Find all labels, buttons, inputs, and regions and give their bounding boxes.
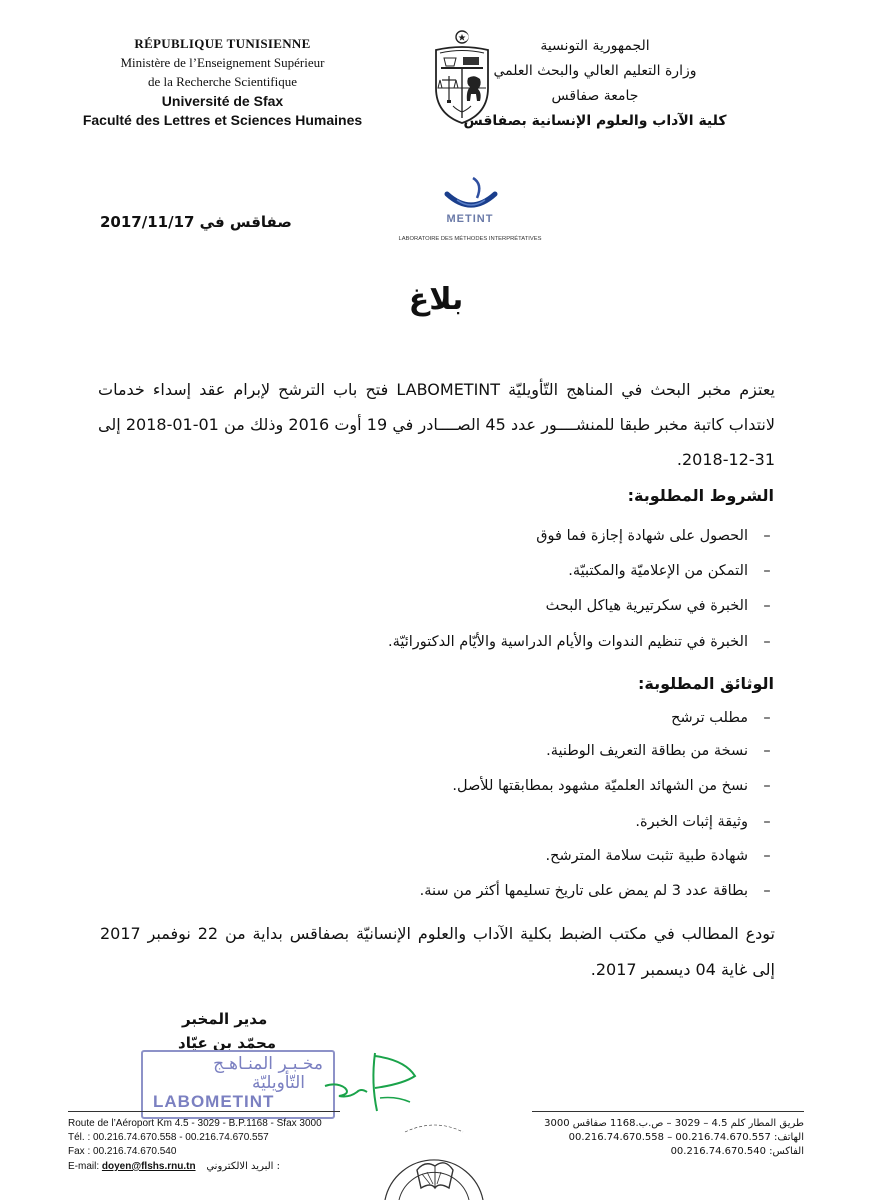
list-bullet: –: [763, 598, 771, 614]
header-ar-ministry: وزارة التعليم العالي والبحث العلمي: [493, 63, 697, 79]
footer-email-row: [68, 1160, 322, 1174]
footer-fr-fax: Fax : 00.216.74.670.540: [68, 1146, 177, 1158]
footer-email-label-ar: البريد الالكتروني :: [206, 1160, 281, 1172]
signatory-name: محمّد بن عيّاد: [178, 1034, 277, 1052]
header-fr-republic: RÉPUBLIQUE TUNISIENNE: [134, 36, 311, 51]
list-item: [420, 883, 774, 899]
list-item: [546, 848, 775, 864]
list-bullet: –: [763, 634, 771, 650]
document-text: وثيقة إثبات الخبرة.: [635, 814, 748, 830]
footer-ar-address: طريق المطار كلم 4.5 – 3029 – ص.ب.1168 صفاقس 3000: [544, 1118, 804, 1129]
condition-text: الخبرة في تنظيم الندوات والأيام الدراسية والأيّام الدكتورائيّة.: [387, 634, 748, 650]
header-fr-faculty: Faculté des Lettres et Sciences Humaines: [82, 112, 363, 128]
lab-logo-subtitle: LABORATOIRE DES MÉTHODES INTERPRÉTATIVES: [398, 236, 542, 242]
documents-heading: الوثائق المطلوبة:: [637, 674, 774, 693]
header-fr-ministry: Ministère de l’Enseignement Supérieur: [120, 55, 325, 70]
stamp-line-2: التّأويليّة: [251, 1073, 305, 1093]
footer-arabic: [524, 1117, 804, 1160]
header-ar-faculty: كلية الآداب والعلوم الإنسانية بصفاقس: [463, 113, 727, 129]
footer-divider-left: [68, 1111, 340, 1112]
header-ar-republic: الجمهورية التونسية: [540, 38, 650, 54]
footer-ar-fax: الفاكس: 00.216.74.670.540: [670, 1146, 804, 1158]
list-bullet: –: [763, 814, 771, 830]
condition-text: الحصول على شهادة إجازة فما فوق: [536, 528, 748, 544]
footer-french: [68, 1117, 322, 1174]
document-text: مطلب ترشح: [671, 710, 748, 726]
list-item: [546, 598, 774, 614]
stamp-line-1: مخـبـر المنـاهـج: [213, 1054, 323, 1074]
footer-email-link[interactable]: doyen@flshs.rnu.tn: [101, 1160, 196, 1172]
lab-logo-name: METINT: [446, 213, 494, 225]
header-fr-university: Université de Sfax: [161, 93, 284, 109]
intro-paragraph: يعتزم مخبر البحث في المناهج التّأويليّة LABOMETINT فتح باب الترشح لإبرام عقد إسداء خدمات لانتداب كاتبة مخبر طبقا للمنشــــور عدد 45 الصــــادر في 19 أوت 2016 وذلك من 01-01-2018 إلى 31-12-2018.: [98, 380, 776, 469]
footer-fr-phone: Tél. : 00.216.74.670.558 - 00.216.74.670.557: [68, 1132, 269, 1144]
footer-divider-right: [532, 1111, 804, 1112]
list-bullet: –: [763, 528, 771, 544]
list-bullet: –: [763, 743, 771, 759]
list-item: [452, 778, 774, 794]
list-item: [635, 814, 774, 830]
header-ar-university: جامعة صفاقس: [551, 88, 639, 104]
closing-paragraph: تودع المطالب في مكتب الضبط بكلية الآداب والعلوم الإنسانيّة بصفاقس بداية من 22 نوفمبر 2017 إلى غاية 04 ديسمبر 2017.: [100, 924, 775, 979]
signatory-title: مدير المخبر: [182, 1010, 268, 1028]
lab-stamp: [141, 1050, 335, 1119]
header-french: [70, 34, 375, 130]
footer-email-label-fr: E-mail:: [68, 1160, 100, 1172]
document-text: نسخ من الشهائد العلميّة مشهود بمطابقتها للأصل.: [452, 778, 748, 794]
list-bullet: –: [763, 563, 771, 579]
stamp-line-3: LABOMETINT: [153, 1092, 275, 1111]
conditions-heading: الشروط المطلوبة:: [627, 486, 774, 505]
faculty-seal-icon: [375, 1110, 493, 1200]
page-title: بلاغ: [408, 282, 464, 317]
list-bullet: –: [763, 883, 771, 899]
coat-of-arms-icon: [428, 28, 496, 126]
document-text: بطاقة عدد 3 لم يمض على تاريخ تسليمها أكثر من سنة.: [419, 883, 748, 899]
list-bullet: –: [763, 710, 771, 726]
condition-text: الخبرة في سكرتيرية هياكل البحث: [545, 598, 748, 614]
footer-ar-phone: الهاتف: 00.216.74.670.557 – 00.216.74.670.558: [568, 1132, 804, 1144]
list-item: [388, 634, 774, 650]
list-bullet: –: [763, 848, 771, 864]
document-text: نسخة من بطاقة التعريف الوطنية.: [546, 743, 748, 759]
list-item: [568, 563, 774, 579]
condition-text: التمكن من الإعلاميّة والمكتبيّة.: [568, 563, 748, 579]
document-date: صفاقس في 2017/11/17: [100, 213, 292, 231]
footer-fr-address: Route de l’Aéroport Km 4.5 - 3029 - B.P.1168 - Sfax 3000: [68, 1118, 322, 1129]
list-bullet: –: [763, 778, 771, 794]
list-item: [536, 528, 774, 544]
list-item: [546, 743, 774, 759]
handwritten-signature-icon: [320, 1048, 425, 1118]
document-text: شهادة طبية تثبت سلامة المترشح.: [545, 848, 748, 864]
header-fr-research: de la Recherche Scientifique: [147, 74, 298, 89]
list-item: [671, 710, 774, 726]
